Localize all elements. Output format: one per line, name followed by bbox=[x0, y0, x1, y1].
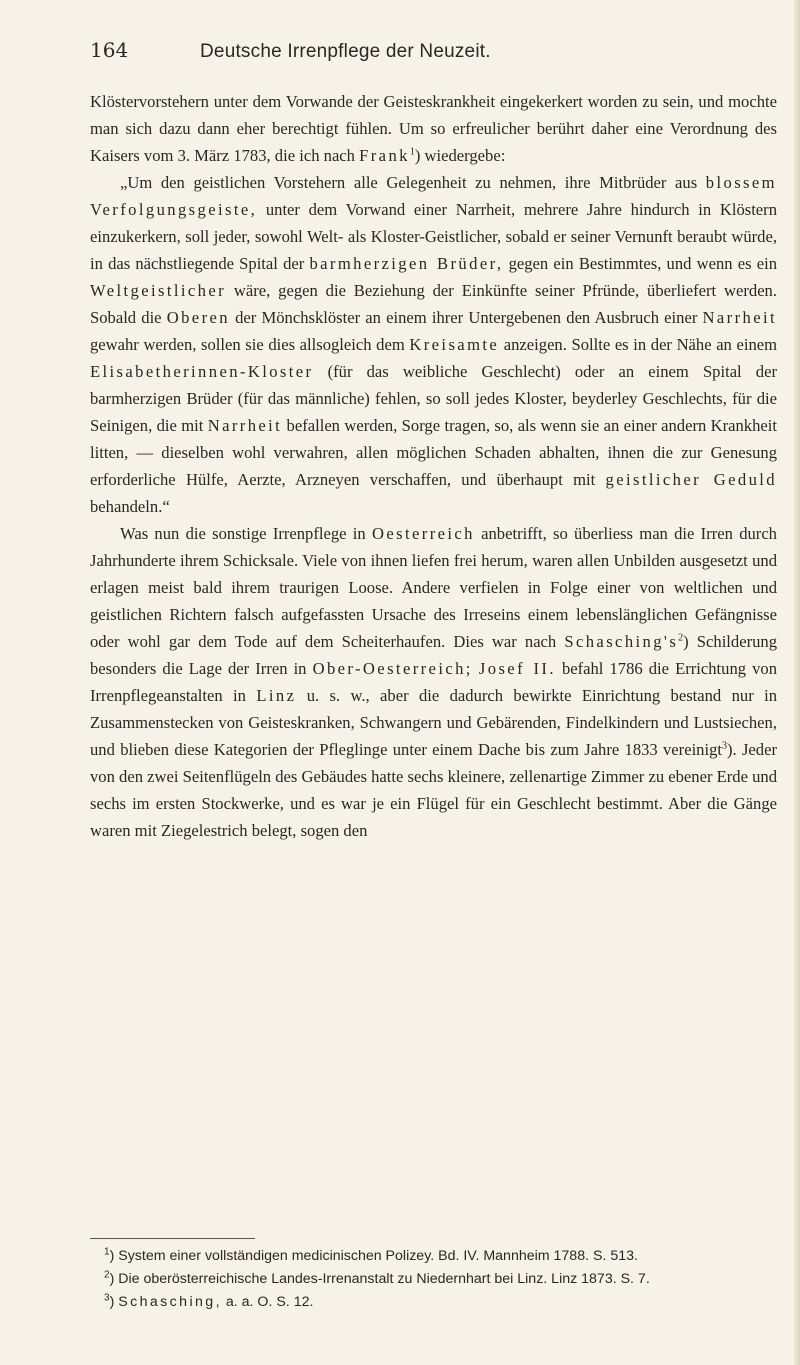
emphasis: Ober-Oesterreich; bbox=[312, 659, 473, 678]
emphasis: Narrheit bbox=[702, 308, 777, 327]
page-header bbox=[90, 38, 780, 68]
page-edge-shadow bbox=[794, 0, 800, 1365]
footnote-1: $^1$) System einer vollständigen medicinischen Polizey. Bd. IV. Mannheim 1788. S. 513. bbox=[104, 1246, 638, 1264]
author-name: Schasching, bbox=[118, 1294, 222, 1310]
page-number: 164 bbox=[90, 38, 129, 62]
emphasis: Kreisamte bbox=[409, 335, 500, 354]
author-name: Frank bbox=[359, 146, 410, 165]
author-name: Schasching's bbox=[564, 632, 679, 651]
footnote-ref: 3 bbox=[722, 740, 727, 752]
emphasis: Weltgeistlicher bbox=[90, 281, 227, 300]
emphasis: blossem Verfolgungsgeiste, bbox=[90, 173, 777, 219]
footnotes bbox=[90, 1245, 777, 1314]
emphasis: Narrheit bbox=[207, 416, 283, 435]
footnote-ref: 2 bbox=[678, 632, 684, 644]
footnote-divider bbox=[90, 1238, 255, 1239]
emphasis: Oberen bbox=[166, 308, 230, 327]
footnote-2: $^2$) Die oberösterreichische Landes-Irrenanstalt zu Niedernhart bei Linz. Linz 1873. S. 7. bbox=[104, 1269, 650, 1287]
emphasis: geistlicher Geduld bbox=[605, 470, 777, 489]
emphasis: barmherzigen Brüder, bbox=[309, 254, 504, 273]
emphasis: Linz bbox=[256, 686, 297, 705]
paragraph-1: Klöstervorstehern unter dem Vorwande der Geisteskrankheit eingekerkert worden zu sein, und mochte man sich dazu dann eher berechtigt fühlen. Um so erfreulicher berührt daher eine Verordnung des Kaisers vom 3. März 1783, die ich nach Frank$^1$) wiedergebe: bbox=[90, 92, 777, 165]
running-title: Deutsche Irrenpflege der Neuzeit. bbox=[200, 41, 491, 62]
emphasis: Oesterreich bbox=[371, 524, 475, 543]
body-text bbox=[90, 88, 777, 844]
footnote-ref: 1 bbox=[409, 146, 415, 158]
emphasis: Josef II. bbox=[478, 659, 556, 678]
paragraph-3: Was nun die sonstige Irrenpflege in Oesterreich anbetrifft, so überliess man die Irren durch Jahrhunderte ihrem Schicksale. Viele von ihnen liefen frei herum, waren allen Unbilden ausgesetzt und erlagen meist bald ihrem traurigen Loose. Andere verfielen in Folge einer von weltlichen und geistlichen Richtern falsch aufgefassten Ursache des Irreseins einem lebenslänglichen Gefängnisse oder wohl gar dem Tode auf dem Scheiterhaufen. Dies war nach $Schasching's^2$) Schilderung besonders die Lage der Irren in Ober-Oesterreich; Josef II. befahl 1786 die Errichtung von Irrenpflegeanstalten in Linz u. s. w., aber die dadurch bewirkte Einrichtung bestand nur in Zusammenstecken von Geisteskranken, Schwangern und Gebärenden, Findelkindern und Lustsiechen, und blieben diese Kategorien der Pfleglinge unter einem Dache bis zum Jahre 1833 vereinigt$^3$). Jeder von den zwei Seitenflügeln des Gebäudes hatte sechs kleinere, zellenartige Zimmer zu ebener Erde und sechs im ersten Stockwerke, und es war je ein Flügel für ein Geschlecht bestimmt. Aber die Gänge waren mit Ziegelestrich belegt, sogen den bbox=[90, 524, 777, 840]
emphasis: Elisabetherinnen-Kloster bbox=[90, 362, 314, 381]
paragraph-2: „Um den geistlichen Vorstehern alle Gelegenheit zu nehmen, ihre Mitbrüder aus blossem Verfolgungsgeiste, unter dem Vorwand einer Narrheit, mehrere Jahre hindurch in Klöstern einzukerkern, soll jeder, sowohl Welt- als Kloster-Geistlicher, sobald er seiner Vernunft beraubt würde, in das nächstliegende Spital der barmherzigen Brüder, gegen ein Bestimmtes, und wenn es ein Weltgeistlicher wäre, gegen die Beziehung der Einkünfte seiner Pfründe, überliefert werden. Sobald die Oberen der Mönchsklöster an einem ihrer Untergebenen den Ausbruch einer Narrheit gewahr werden, sollen sie dies allsogleich dem Kreisamte anzeigen. Sollte es in der Nähe an einem Elisabetherinnen-Kloster (für das weibliche Geschlecht) oder an einem Spital der barmherzigen Brüder (für das männliche) fehlen, so soll jedes Kloster, beyderley Geschlechts, für die Seinigen, die mit Narrheit befallen werden, Sorge tragen, so, als wenn sie an einer andern Krankheit litten, — dieselben wohl verwahren, allen möglichen Schaden abhalten, ihnen die zur Genesung erforderliche Hülfe, Aerzte, Arzneyen verschaffen, und überhaupt mit geistlicher Geduld behandeln.“ bbox=[90, 173, 778, 516]
footnote-3: $^3$) Schasching, a. a. O. S. 12. bbox=[104, 1292, 314, 1310]
